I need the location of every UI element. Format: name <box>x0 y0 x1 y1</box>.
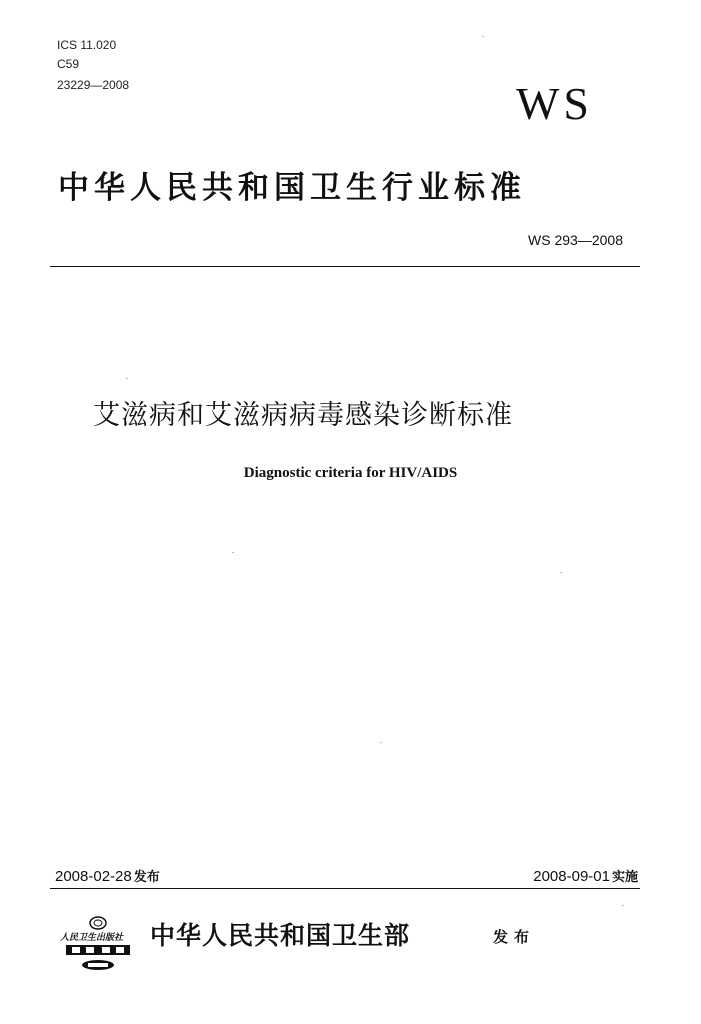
scan-speck <box>232 552 234 553</box>
standard-number: WS 293—2008 <box>528 232 623 248</box>
publisher-logo-icon <box>58 915 138 975</box>
issue-date: 2008-02-28 <box>55 868 132 885</box>
scan-speck <box>126 378 128 379</box>
implementation-date-suffix: 实施 <box>611 870 638 885</box>
issuer-name: 中华人民共和国卫生部 <box>150 921 411 950</box>
issuer-suffix: 发布 <box>493 928 536 946</box>
bottom-divider <box>50 888 640 889</box>
scan-speck <box>622 905 624 906</box>
filing-number: 23229—2008 <box>57 78 130 92</box>
svg-text:人民卫生出版社: 人民卫生出版社 <box>60 933 124 943</box>
top-divider <box>50 266 640 267</box>
issue-date-line <box>55 866 160 885</box>
standard-mark: WS <box>516 78 593 129</box>
document-title-zh: 艾滋病和艾滋病病毒感染诊断标准 <box>93 400 513 431</box>
implementation-date-line <box>533 866 638 885</box>
implementation-date: 2008-09-01 <box>533 868 610 885</box>
standard-category-title: 中华人民共和国卫生行业标准 <box>58 170 526 206</box>
ccs-code: C59 <box>57 57 80 71</box>
document-title-en: Diagnostic criteria for HIV/AIDS <box>243 465 458 481</box>
scan-speck <box>380 742 382 743</box>
publisher-logo-graphic <box>58 915 138 975</box>
ics-code: ICS 11.020 <box>57 38 117 52</box>
scan-speck <box>482 36 484 37</box>
issue-date-suffix: 发布 <box>133 870 160 885</box>
scan-speck <box>560 572 562 573</box>
